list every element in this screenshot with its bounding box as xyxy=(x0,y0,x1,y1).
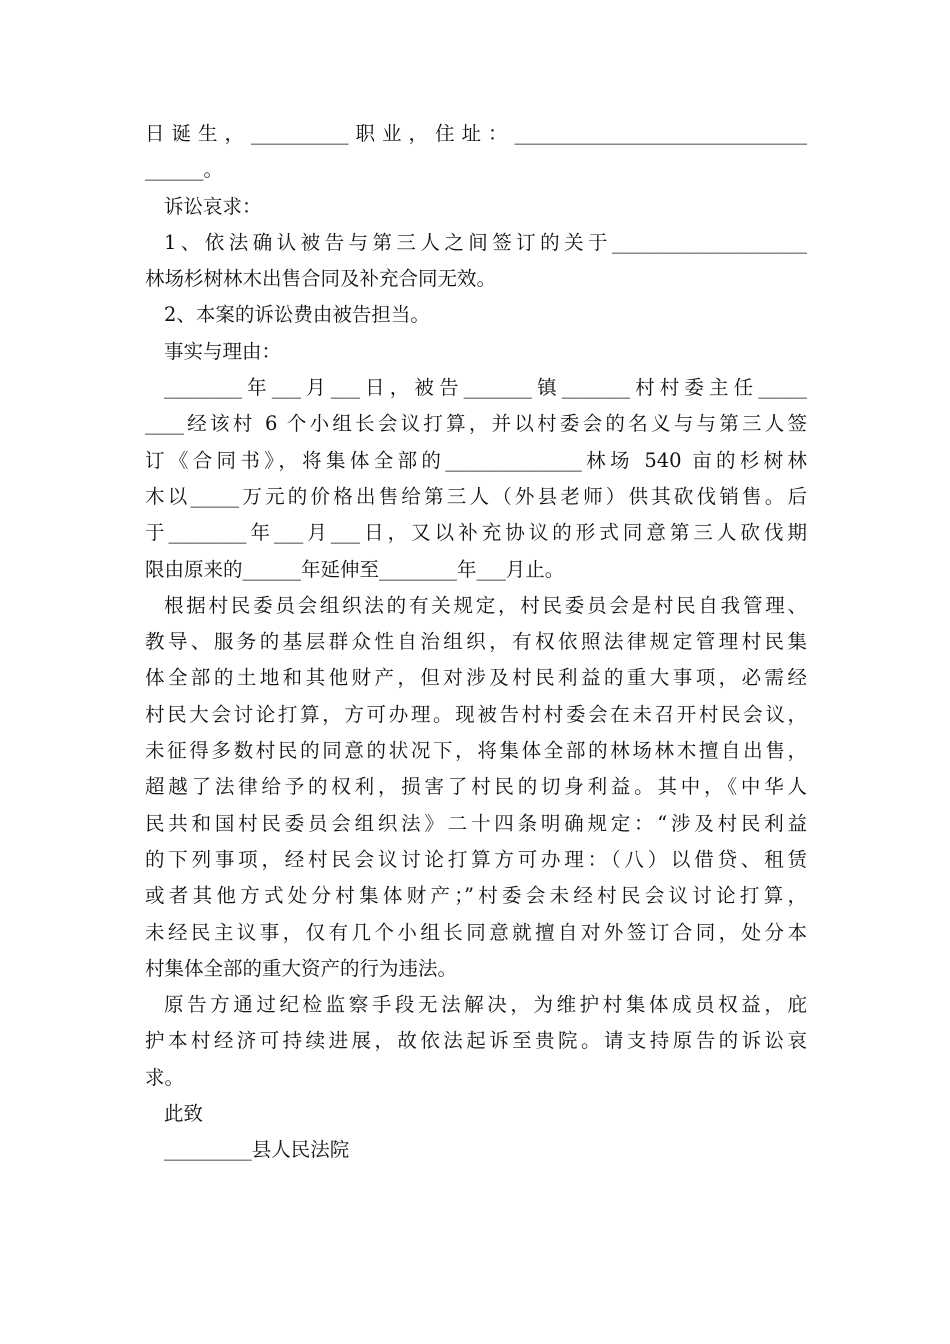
text-line: 原告方通过纪检监察手段无法解决，为维护村集体成员权益，庇 xyxy=(164,993,807,1017)
court-addressee: _________县人民法院 xyxy=(164,1138,350,1162)
text-line: ________年___月___日，被告_______镇_______村村委主任_____ xyxy=(164,376,807,400)
text-line: 村民大会讨论打算，方可办理。现被告村村委会在未召开村民会议， xyxy=(145,702,807,726)
closing-salutation: 此致 xyxy=(164,1102,204,1126)
text-line: 求。 xyxy=(145,1065,185,1089)
section-heading-facts: 事实与理由： xyxy=(164,339,282,363)
text-line: 未经民主议事，仅有几个小组长同意就擅自对外签订合同，处分本 xyxy=(145,920,807,944)
text-line: 民共和国村民委员会组织法》二十四条明确规定：“涉及村民利益 xyxy=(145,811,807,835)
text-line: 限由原来的______年延伸至________年___月止。 xyxy=(145,557,565,581)
text-line: 超越了法律给予的权利，损害了村民的切身利益。其中，《中华人 xyxy=(145,775,807,799)
section-heading-claims: 诉讼哀求： xyxy=(164,194,262,218)
text-line: 订《合同书》，将集体全部的______________林场 540 亩的杉树林 xyxy=(145,448,807,472)
text-line: 村集体全部的重大资产的行为违法。 xyxy=(145,956,458,980)
text-line: 教导、服务的基层群众性自治组织，有权依照法律规定管理村民集 xyxy=(145,630,807,654)
text-line: 木以_____万元的价格出售给第三人（外县老师）供其砍伐销售。后 xyxy=(145,484,807,508)
text-line: 于________年___月___日，又以补充协议的形式同意第三人砍伐期 xyxy=(145,521,807,545)
text-line: 体全部的土地和其他财产，但对涉及村民利益的重大事项，必需经 xyxy=(145,666,807,690)
text-line: 日诞生，__________职业，住址：______________________________ xyxy=(145,122,807,145)
text-line: 林场杉树林木出售合同及补充合同无效。 xyxy=(145,267,497,291)
text-line: 2、本案的诉讼费由被告担当。 xyxy=(164,303,430,327)
text-line: 或者其他方式处分村集体财产；”村委会未经村民会议讨论打算， xyxy=(145,884,807,908)
text-line: 根据村民委员会组织法的有关规定，村民委员会是村民自我管理、 xyxy=(164,593,807,617)
text-line: 护本村经济可持续进展，故依法起诉至贵院。请支持原告的诉讼哀 xyxy=(145,1029,807,1053)
text-line: 的下列事项，经村民会议讨论打算方可办理：（八）以借贷、租赁 xyxy=(145,847,807,871)
document-body xyxy=(145,116,807,1169)
text-line: ______。 xyxy=(145,158,224,182)
text-line: 1、依法确认被告与第三人之间签订的关于____________________ xyxy=(164,230,807,254)
text-line: ____经该村 6 个小组长会议打算，并以村委会的名义与与第三人签 xyxy=(145,412,807,436)
text-line: 未征得多数村民的同意的状况下，将集体全部的林场林木擅自出售， xyxy=(145,739,807,763)
